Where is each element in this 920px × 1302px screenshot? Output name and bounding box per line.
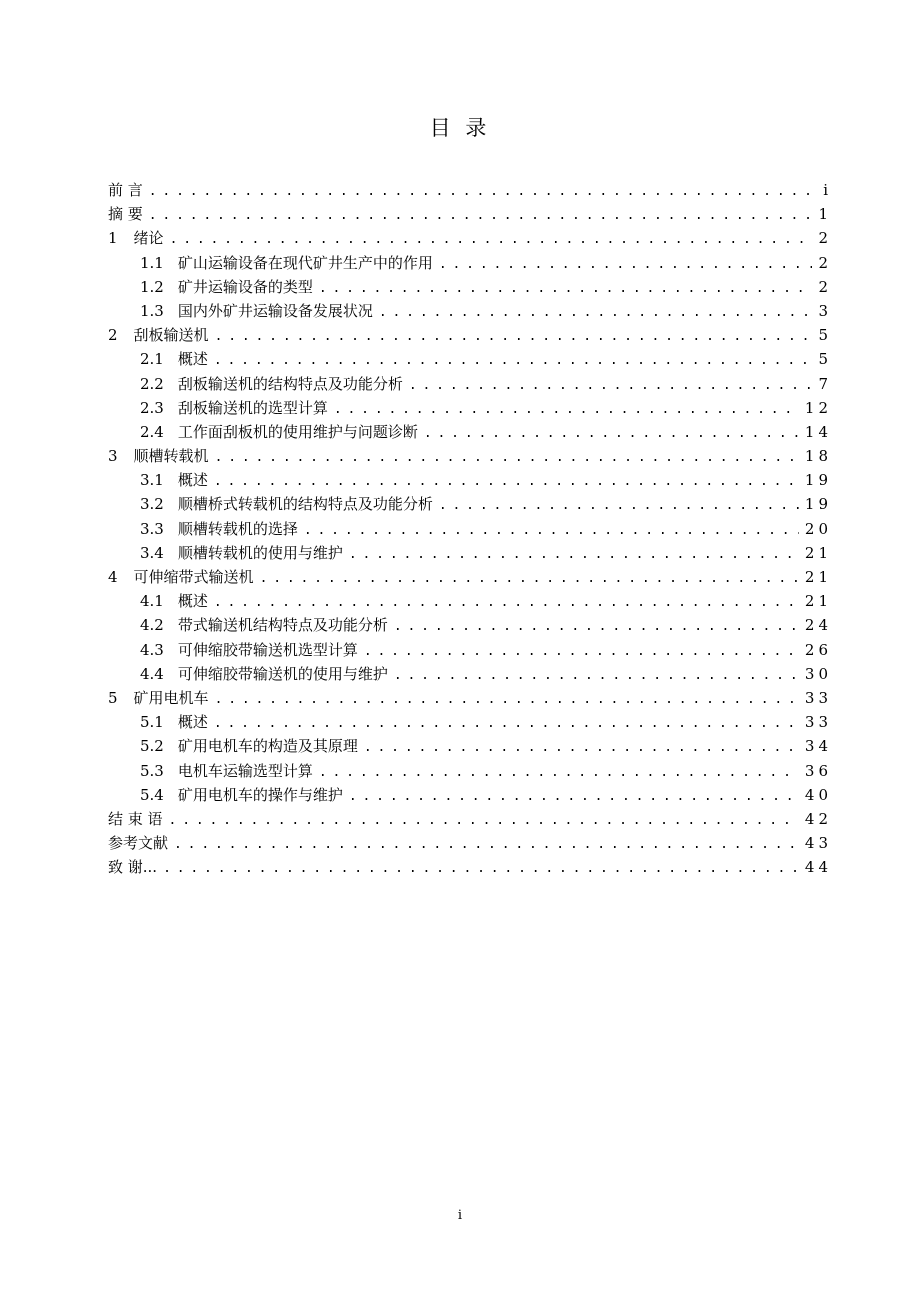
toc-dot-leader xyxy=(409,374,813,398)
toc-entry-label: 工作面刮板机的使用维护与问题诊断 xyxy=(177,422,418,441)
toc-entry-page: i xyxy=(823,181,832,199)
toc-entry-number: 1.2 xyxy=(140,277,164,296)
toc-entry-page: 33 xyxy=(804,688,832,707)
toc-dot-leader xyxy=(334,398,799,422)
toc-entry-number: 2 xyxy=(108,326,118,345)
toc-entry-page: 18 xyxy=(804,447,832,466)
toc-entry-number: 5.1 xyxy=(140,713,164,732)
toc-entry-label: 带式输送机结构特点及功能分析 xyxy=(177,616,388,635)
toc-entry[interactable] xyxy=(108,783,832,807)
toc-entry[interactable] xyxy=(108,807,832,831)
toc-entry-page: 34 xyxy=(804,737,832,756)
toc-entry-number: 3.3 xyxy=(140,519,164,538)
toc-dot-leader xyxy=(424,422,799,446)
toc-entry-number: 4.2 xyxy=(140,616,164,635)
toc-entry-number: 2.2 xyxy=(140,374,164,393)
toc-dot-leader xyxy=(304,519,799,543)
toc-entry-number: 1.3 xyxy=(140,301,164,320)
toc-dot-leader xyxy=(394,664,799,688)
toc-entry-page: 19 xyxy=(804,495,832,514)
toc-entry-label: 概述 xyxy=(177,350,208,369)
toc-entry-page: 24 xyxy=(804,616,832,635)
toc-entry-label: 前 言 xyxy=(108,181,143,199)
toc-entry[interactable] xyxy=(108,420,832,444)
toc-entry-number: 2.4 xyxy=(140,422,164,441)
toc-entry-label: 电机车运输选型计算 xyxy=(177,761,313,780)
toc-entry-label: 概述 xyxy=(177,471,208,490)
toc-entry[interactable] xyxy=(108,541,832,565)
toc-entry-page: 19 xyxy=(804,471,832,490)
toc-entry[interactable] xyxy=(108,831,832,855)
toc-dot-leader xyxy=(439,494,799,518)
toc-entry-page: 14 xyxy=(804,422,832,441)
toc-entry-number: 4 xyxy=(108,568,118,586)
toc-entry-label: 顺槽转载机的选择 xyxy=(177,519,298,538)
toc-entry[interactable] xyxy=(108,855,832,879)
toc-entry[interactable] xyxy=(108,565,832,589)
toc-entry-label: 顺槽转载机的使用与维护 xyxy=(177,543,343,562)
toc-entry-page: 21 xyxy=(804,592,832,611)
toc-entry-label: 可伸缩胶带输送机选型计算 xyxy=(177,640,358,659)
toc-dot-leader xyxy=(364,736,799,760)
toc-entry-number: 3.4 xyxy=(140,543,164,562)
toc-dot-leader xyxy=(214,470,799,494)
toc-dot-leader xyxy=(214,591,799,615)
toc-entry-label: 顺槽桥式转载机的结构特点及功能分析 xyxy=(177,495,433,514)
toc-entry-page: 7 xyxy=(818,374,832,393)
toc-entry-number: 2.1 xyxy=(140,350,164,369)
toc-entry-label: 可伸缩胶带输送机的使用与维护 xyxy=(177,664,388,683)
toc-dot-leader xyxy=(215,446,799,470)
toc-entry-page: 2 xyxy=(818,277,832,296)
toc-dot-leader xyxy=(170,228,813,252)
page-title: 目 录 xyxy=(429,116,491,140)
toc-entry[interactable] xyxy=(108,517,832,541)
toc-entry-label: 概述 xyxy=(177,592,208,611)
toc-dot-leader xyxy=(364,640,799,664)
toc-dot-leader xyxy=(215,325,813,349)
toc-entry[interactable] xyxy=(108,299,832,323)
toc-entry[interactable] xyxy=(108,686,832,710)
toc-entry-page: 5 xyxy=(818,350,832,369)
toc-entry-label: 刮板输送机的选型计算 xyxy=(177,398,328,417)
toc-entry[interactable] xyxy=(108,613,832,637)
toc-entry-page: 12 xyxy=(804,398,832,417)
toc-entry-label: 概述 xyxy=(177,713,208,732)
toc-entry-number: 5 xyxy=(108,688,118,707)
toc-entry[interactable] xyxy=(108,372,832,396)
toc-entry-label: 国内外矿井运输设备发展状况 xyxy=(177,301,373,320)
toc-entry[interactable] xyxy=(108,638,832,662)
toc-entry-number: 1 xyxy=(108,229,118,248)
toc-entry[interactable] xyxy=(108,202,832,226)
toc-entry-page: 20 xyxy=(804,519,832,538)
toc-entry-page: 21 xyxy=(804,568,832,586)
toc-entry-label: 刮板输送机 xyxy=(133,326,209,345)
toc-entry-number: 1.1 xyxy=(140,253,164,272)
toc-entry-number: 4.4 xyxy=(140,664,164,683)
toc-entry-number: 2.3 xyxy=(140,398,164,417)
page-number: i xyxy=(457,1208,463,1223)
toc-dot-leader xyxy=(439,253,813,277)
toc-entry-page: 5 xyxy=(818,326,832,345)
toc-dot-leader xyxy=(169,809,799,833)
toc-entry-label: 参考文献 xyxy=(108,834,169,853)
toc-entry-page: 30 xyxy=(804,664,832,683)
toc-dot-leader xyxy=(260,567,799,591)
table-of-contents xyxy=(108,178,832,879)
toc-entry[interactable] xyxy=(108,396,832,420)
toc-entry-page: 40 xyxy=(804,785,832,804)
toc-dot-leader xyxy=(214,712,799,736)
toc-dot-leader xyxy=(149,204,813,228)
toc-entry-page: 2 xyxy=(818,253,832,272)
toc-dot-leader xyxy=(149,180,817,204)
toc-entry-number: 4.1 xyxy=(140,592,164,611)
toc-dot-leader xyxy=(214,349,813,373)
toc-entry-label: 顺槽转载机 xyxy=(133,447,209,466)
toc-entry-number: 3 xyxy=(108,447,118,466)
toc-entry-page: 21 xyxy=(804,543,832,562)
toc-entry-page: 2 xyxy=(818,229,832,248)
toc-entry-page: 36 xyxy=(804,761,832,780)
toc-entry-label: 矿用电机车 xyxy=(133,688,209,707)
toc-dot-leader xyxy=(215,688,799,712)
toc-dot-leader xyxy=(174,833,799,857)
toc-entry[interactable] xyxy=(108,710,832,734)
toc-entry[interactable] xyxy=(108,662,832,686)
toc-entry[interactable] xyxy=(108,468,832,492)
toc-dot-leader xyxy=(319,761,799,785)
toc-entry-label: 矿山运输设备在现代矿井生产中的作用 xyxy=(177,253,433,272)
toc-entry-label: 可伸缩带式输送机 xyxy=(133,568,254,586)
toc-entry-page: 26 xyxy=(804,640,832,659)
toc-entry-number: 4.3 xyxy=(140,640,164,659)
toc-dot-leader xyxy=(349,543,799,567)
toc-entry-label: 刮板输送机的结构特点及功能分析 xyxy=(177,374,403,393)
toc-entry-label: 矿用电机车的构造及其原理 xyxy=(177,737,358,756)
toc-entry-number: 3.2 xyxy=(140,495,164,514)
toc-entry-label: 摘 要 xyxy=(108,205,143,224)
toc-entry[interactable] xyxy=(108,444,832,468)
toc-entry[interactable] xyxy=(108,178,832,202)
toc-entry[interactable] xyxy=(108,275,832,299)
toc-entry-page: 42 xyxy=(804,809,832,828)
toc-entry[interactable] xyxy=(108,251,832,275)
toc-dot-leader xyxy=(163,857,799,881)
toc-entry[interactable] xyxy=(108,323,832,347)
toc-entry[interactable] xyxy=(108,492,832,516)
toc-dot-leader xyxy=(394,615,799,639)
toc-entry[interactable] xyxy=(108,734,832,758)
toc-entry-label: 结 束 语 xyxy=(108,809,163,828)
toc-entry-page: 43 xyxy=(804,834,832,853)
toc-entry-page: 3 xyxy=(818,301,832,320)
toc-entry-page: 33 xyxy=(804,713,832,732)
toc-entry-number: 5.4 xyxy=(140,785,164,804)
toc-entry[interactable] xyxy=(108,759,832,783)
toc-entry-page: 44 xyxy=(804,858,832,877)
toc-entry[interactable] xyxy=(108,347,832,371)
toc-entry-number: 5.3 xyxy=(140,761,164,780)
toc-entry-label: 致 谢... xyxy=(108,858,158,877)
toc-entry-label: 矿井运输设备的类型 xyxy=(177,277,313,296)
toc-entry-page: 1 xyxy=(818,205,832,224)
toc-dot-leader xyxy=(379,301,813,325)
toc-entry-label: 绪论 xyxy=(133,229,164,248)
toc-entry-number: 5.2 xyxy=(140,737,164,756)
toc-entry-label: 矿用电机车的操作与维护 xyxy=(177,785,343,804)
toc-dot-leader xyxy=(319,277,813,301)
toc-dot-leader xyxy=(349,785,799,809)
toc-entry-number: 3.1 xyxy=(140,471,164,490)
toc-entry[interactable] xyxy=(108,226,832,250)
toc-entry[interactable] xyxy=(108,589,832,613)
